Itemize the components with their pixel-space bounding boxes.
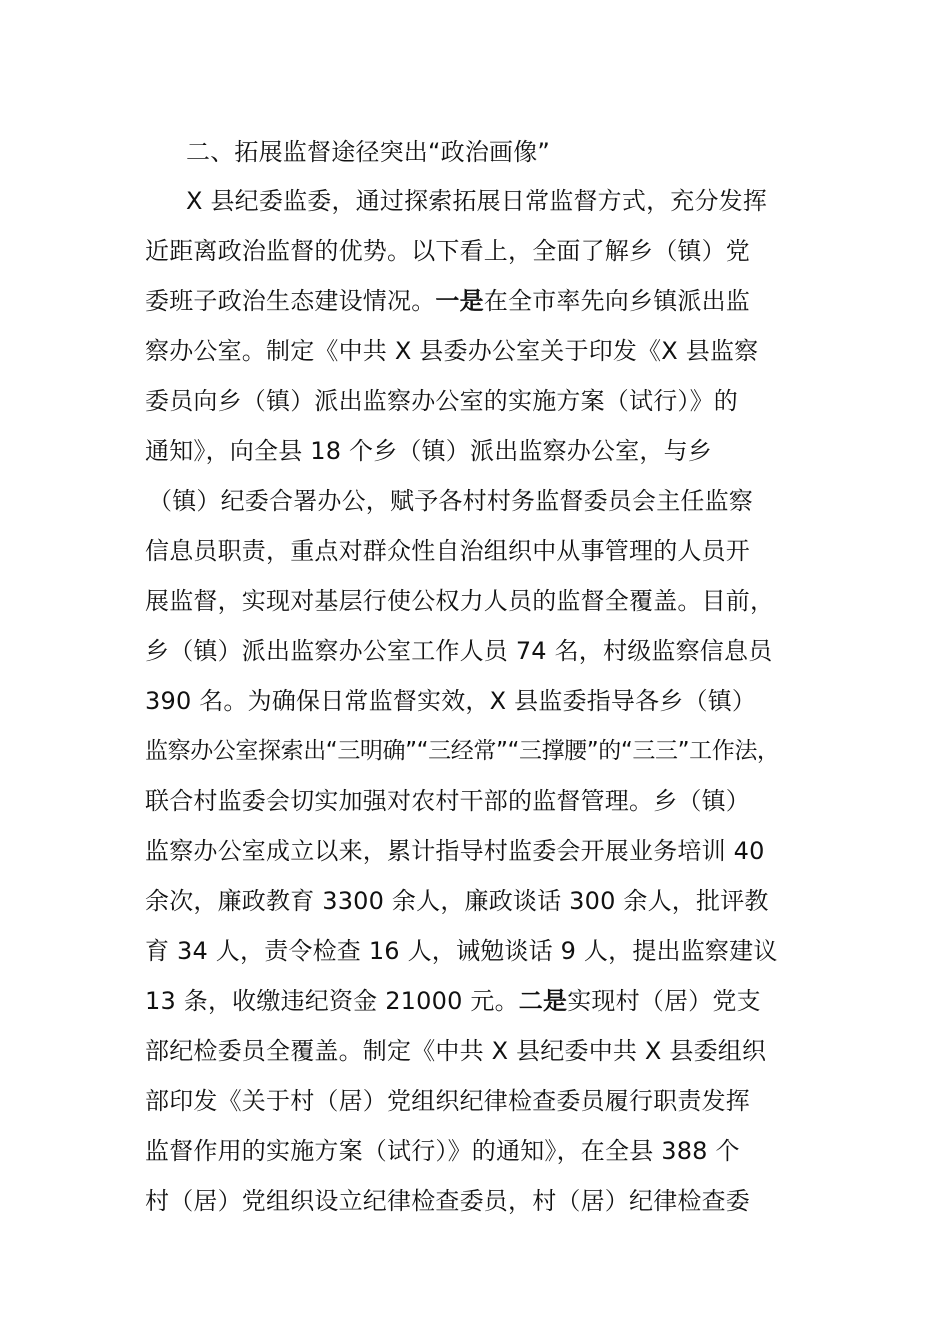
paragraph-line: 联合村监委会切实加强对农村干部的监督管理。乡（镇） <box>145 787 750 815</box>
paragraph-line <box>145 986 761 1016</box>
paragraph-line: 余次，廉政教育 3300 余人，廉政谈话 300 余人，批评教 <box>145 887 769 915</box>
paragraph-line: 监督作用的实施方案（试行）》的通知》，在全县 388 个 <box>145 1137 740 1165</box>
paragraph-line <box>145 286 750 316</box>
emphasis-second: 二是 <box>518 987 568 1015</box>
paragraph-line: 察办公室。制定《中共 X 县委办公室关于印发《X 县监察 <box>145 337 759 365</box>
paragraph-line: 村（居）党组织设立纪律检查委员，村（居）纪律检查委 <box>145 1187 750 1215</box>
paragraph-line: 监察办公室探索出“三明确”“三经常”“三撑腰”的“三三”工作法， <box>145 738 780 764</box>
paragraph-line: （镇）纪委合署办公，赋予各村村务监督委员会主任监察 <box>148 487 753 515</box>
paragraph-line: 通知》，向全县 18 个乡（镇）派出监察办公室，与乡 <box>145 437 712 465</box>
paragraph-line: 部纪检委员全覆盖。制定《中共 X 县纪委中共 X 县委组织 <box>145 1037 767 1065</box>
paragraph-line: 390 名。为确保日常监督实效，X 县监委指导各乡（镇） <box>145 687 757 715</box>
paragraph-line: 展监督，实现对基层行使公权力人员的监督全覆盖。目前， <box>145 587 775 615</box>
paragraph-line: 育 34 人，责令检查 16 人，诫勉谈话 9 人，提出监察建议 <box>145 937 778 965</box>
paragraph-line: 乡（镇）派出监察办公室工作人员 74 名，村级监察信息员 <box>145 637 773 665</box>
section-heading: 二、拓展监督途径突出“政治画像” <box>186 138 551 166</box>
paragraph-line: 近距离政治监督的优势。以下看上，全面了解乡（镇）党 <box>145 237 750 265</box>
paragraph-text: 在全市率先向乡镇派出监 <box>483 287 751 315</box>
paragraph-text: 13 条，收缴违纪资金 21000 元。 <box>145 987 519 1015</box>
paragraph-line: 信息员职责，重点对群众性自治组织中从事管理的人员开 <box>145 537 750 565</box>
paragraph-line: 委员向乡（镇）派出监察办公室的实施方案（试行）》的 <box>145 387 738 415</box>
paragraph-line: 监察办公室成立以来，累计指导村监委会开展业务培训 40 <box>145 837 765 865</box>
paragraph-line: X 县纪委监委，通过探索拓展日常监督方式，充分发挥 <box>186 187 768 215</box>
paragraph-text: 实现村（居）党支 <box>567 987 761 1015</box>
paragraph-line: 部印发《关于村（居）党组织纪律检查委员履行职责发挥 <box>145 1087 750 1115</box>
paragraph-text: 委班子政治生态建设情况。 <box>145 287 436 315</box>
emphasis-first: 一是 <box>435 287 484 315</box>
